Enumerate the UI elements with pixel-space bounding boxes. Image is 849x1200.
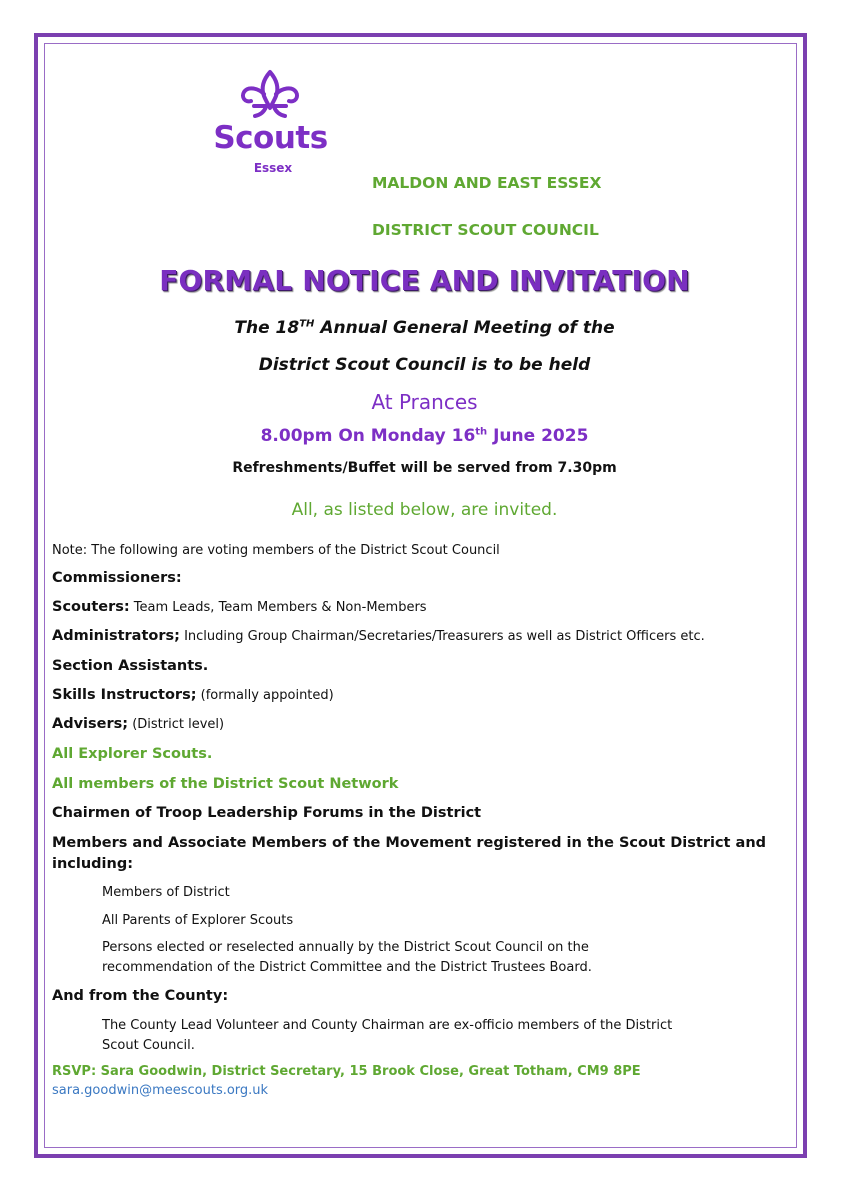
meeting-time: 8.00pm On Monday 16th June 2025 <box>260 426 589 446</box>
item-advisers: Advisers; (District level) <box>52 716 225 732</box>
county-line-1: The County Lead Volunteer and County Chairman are ex-officio members of the District <box>102 1018 673 1033</box>
rsvp-line: RSVP: Sara Goodwin, District Secretary, 15 Brook Close, Great Totham, CM9 8PE <box>52 1064 641 1079</box>
page-border-inner <box>44 43 797 1148</box>
item-scout-network: All members of the District Scout Network <box>52 776 399 792</box>
logo-county: Essex <box>253 161 293 175</box>
item-chairmen: Chairmen of Troop Leadership Forums in the District <box>52 805 482 821</box>
org-line-1: MALDON AND EAST ESSEX <box>372 174 602 192</box>
item-commissioners: Commissioners: <box>52 570 182 586</box>
logo-wordmark: Scouts <box>213 120 328 156</box>
sub-elected-line-1: Persons elected or reselected annually by the District Scout Council on the <box>102 940 589 955</box>
item-explorer-scouts: All Explorer Scouts. <box>52 746 213 762</box>
sub-parents: All Parents of Explorer Scouts <box>102 913 294 928</box>
page-title: FORMAL NOTICE AND INVITATION <box>159 264 690 297</box>
org-line-2: DISTRICT SCOUT COUNCIL <box>372 221 599 239</box>
meeting-line-1: The 18TH Annual General Meeting of the <box>234 318 615 338</box>
meeting-line-2: District Scout Council is to be held <box>258 355 591 375</box>
refreshments-note: Refreshments/Buffet will be served from 7.30pm <box>232 460 617 476</box>
item-associates-line-2: including: <box>52 856 134 872</box>
voting-note: Note: The following are voting members of the District Scout Council <box>52 543 500 558</box>
county-line-2: Scout Council. <box>102 1038 195 1053</box>
item-skills-instructors: Skills Instructors; (formally appointed) <box>52 687 334 703</box>
sub-elected-line-2: recommendation of the District Committee and the District Trustees Board. <box>102 960 592 975</box>
invited-note: All, as listed below, are invited. <box>291 500 558 520</box>
fleur-de-lis-icon <box>208 66 333 122</box>
sub-members-of-district: Members of District <box>102 885 230 900</box>
item-section-assistants: Section Assistants. <box>52 658 209 674</box>
scouts-logo <box>208 66 333 176</box>
item-county: And from the County: <box>52 988 229 1004</box>
item-administrators: Administrators; Including Group Chairman/Secretaries/Treasurers as well as District Officers etc. <box>52 628 705 644</box>
meeting-venue: At Prances <box>371 390 478 414</box>
rsvp-email-link[interactable]: sara.goodwin@meescouts.org.uk <box>52 1083 269 1098</box>
item-scouters: Scouters: Team Leads, Team Members & Non-Members <box>52 599 427 615</box>
item-associates-line-1: Members and Associate Members of the Movement registered in the Scout District and <box>52 835 767 851</box>
